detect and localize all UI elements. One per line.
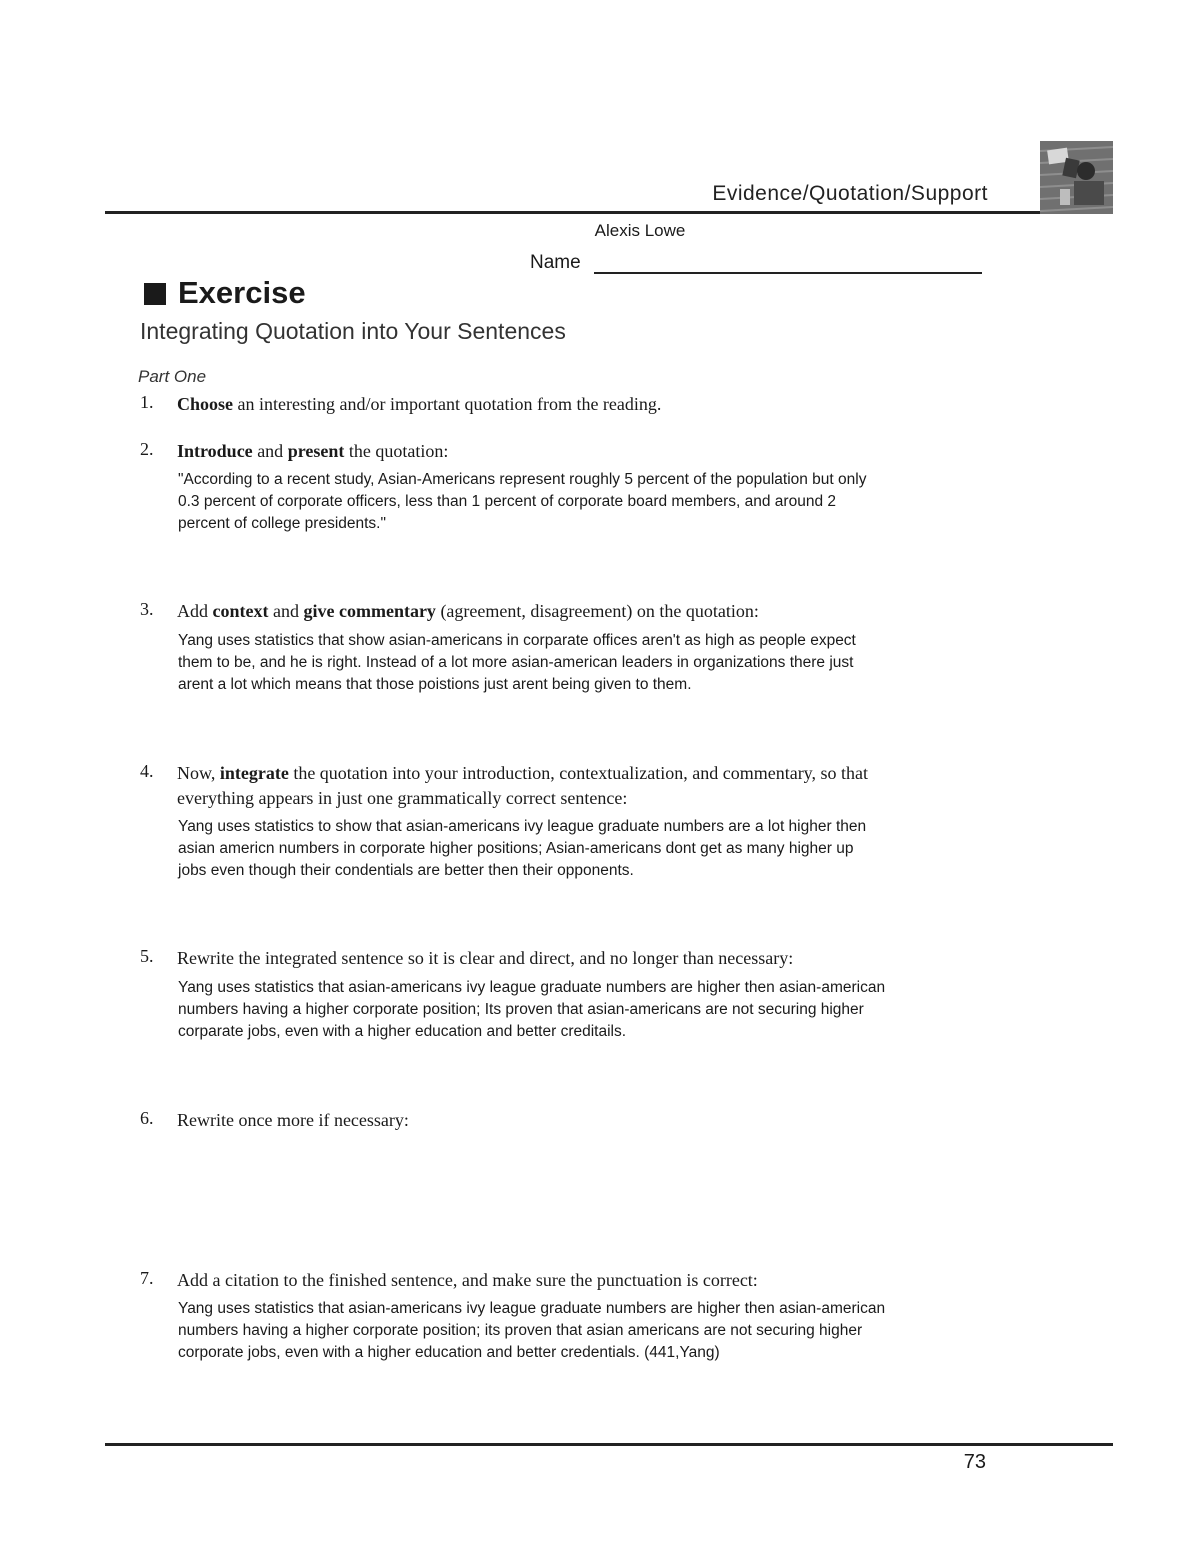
- header-rule: [105, 211, 1042, 214]
- question-6-prompt: Rewrite once more if necessary:: [177, 1110, 409, 1130]
- question-4-prompt-line2: everything appears in just one grammatically correct sentence:: [177, 788, 628, 808]
- author-name: Alexis Lowe: [594, 221, 686, 240]
- answer-7-line: corporate jobs, even with a higher education and better credentials. (441,Yang): [178, 1344, 720, 1361]
- question-number: 6.: [140, 1108, 154, 1128]
- exercise-subtitle: Integrating Quotation into Your Sentences: [140, 318, 566, 344]
- answer-4-line: Yang uses statistics to show that asian-americans ivy league graduate numbers are a lot higher then: [178, 818, 867, 835]
- question-2-prompt: Introduce and present the quotation:: [177, 441, 449, 461]
- answer-3-line: arent a lot which means that those poistions just arent being given to them.: [178, 676, 692, 693]
- answer-7-line: Yang uses statistics that asian-americans ivy league graduate numbers are higher then asian-american: [178, 1300, 886, 1317]
- answer-2-line: 0.3 percent of corporate officers, less than 1 percent of corporate board members, and around 2: [178, 493, 836, 510]
- question-3-prompt: Add context and give commentary (agreement, disagreement) on the quotation:: [177, 601, 759, 621]
- question-number: 4.: [140, 761, 154, 781]
- exercise-square-icon: [144, 283, 166, 305]
- question-number: 1.: [140, 392, 154, 412]
- answer-5-line: Yang uses statistics that asian-americans ivy league graduate numbers are higher then asian-american: [178, 979, 886, 996]
- answer-3-line: Yang uses statistics that show asian-americans in corparate offices aren't as high as people expect: [178, 632, 856, 649]
- answer-7-line: numbers having a higher corporate position; its proven that asian americans are not securing higher: [178, 1322, 863, 1339]
- answer-2-line: "According to a recent study, Asian-Americans represent roughly 5 percent of the population but only: [178, 471, 867, 488]
- question-number: 7.: [140, 1268, 154, 1288]
- question-number: 5.: [140, 946, 154, 966]
- question-number: 3.: [140, 599, 154, 619]
- question-7-prompt: Add a citation to the finished sentence, and make sure the punctuation is correct:: [177, 1270, 758, 1290]
- answer-5-line: corparate jobs, even with a higher education and better creditails.: [178, 1023, 627, 1040]
- question-1-prompt: Choose an interesting and/or important quotation from the reading.: [177, 394, 662, 414]
- answer-2-line: percent of college presidents.": [178, 515, 386, 532]
- answer-4-line: asian americn numbers in corporate higher positions; Asian-americans dont get as many higher up: [178, 840, 854, 857]
- name-label: Name: [530, 252, 581, 273]
- question-number: 2.: [140, 439, 154, 459]
- header-photo: [1040, 141, 1113, 214]
- question-4-prompt: Now, integrate the quotation into your introduction, contextualization, and commentary, so that: [177, 763, 869, 783]
- name-field-line: [594, 272, 982, 274]
- question-5-prompt: Rewrite the integrated sentence so it is clear and direct, and no longer than necessary:: [177, 948, 794, 968]
- answer-3-line: them to be, and he is right. Instead of a lot more asian-american leaders in organizations there just: [178, 654, 854, 671]
- running-header: Evidence/Quotation/Support: [712, 182, 988, 205]
- header-photo-image: [1040, 141, 1113, 214]
- part-label: Part One: [138, 367, 207, 386]
- exercise-title: Exercise: [178, 275, 306, 310]
- page-number: 73: [963, 1451, 986, 1473]
- footer-rule: [105, 1443, 1113, 1446]
- answer-5-line: numbers having a higher corporate position; Its proven that asian-americans are not securing higher: [178, 1001, 864, 1018]
- answer-4-line: jobs even though their condentials are better then their opponents.: [178, 862, 634, 879]
